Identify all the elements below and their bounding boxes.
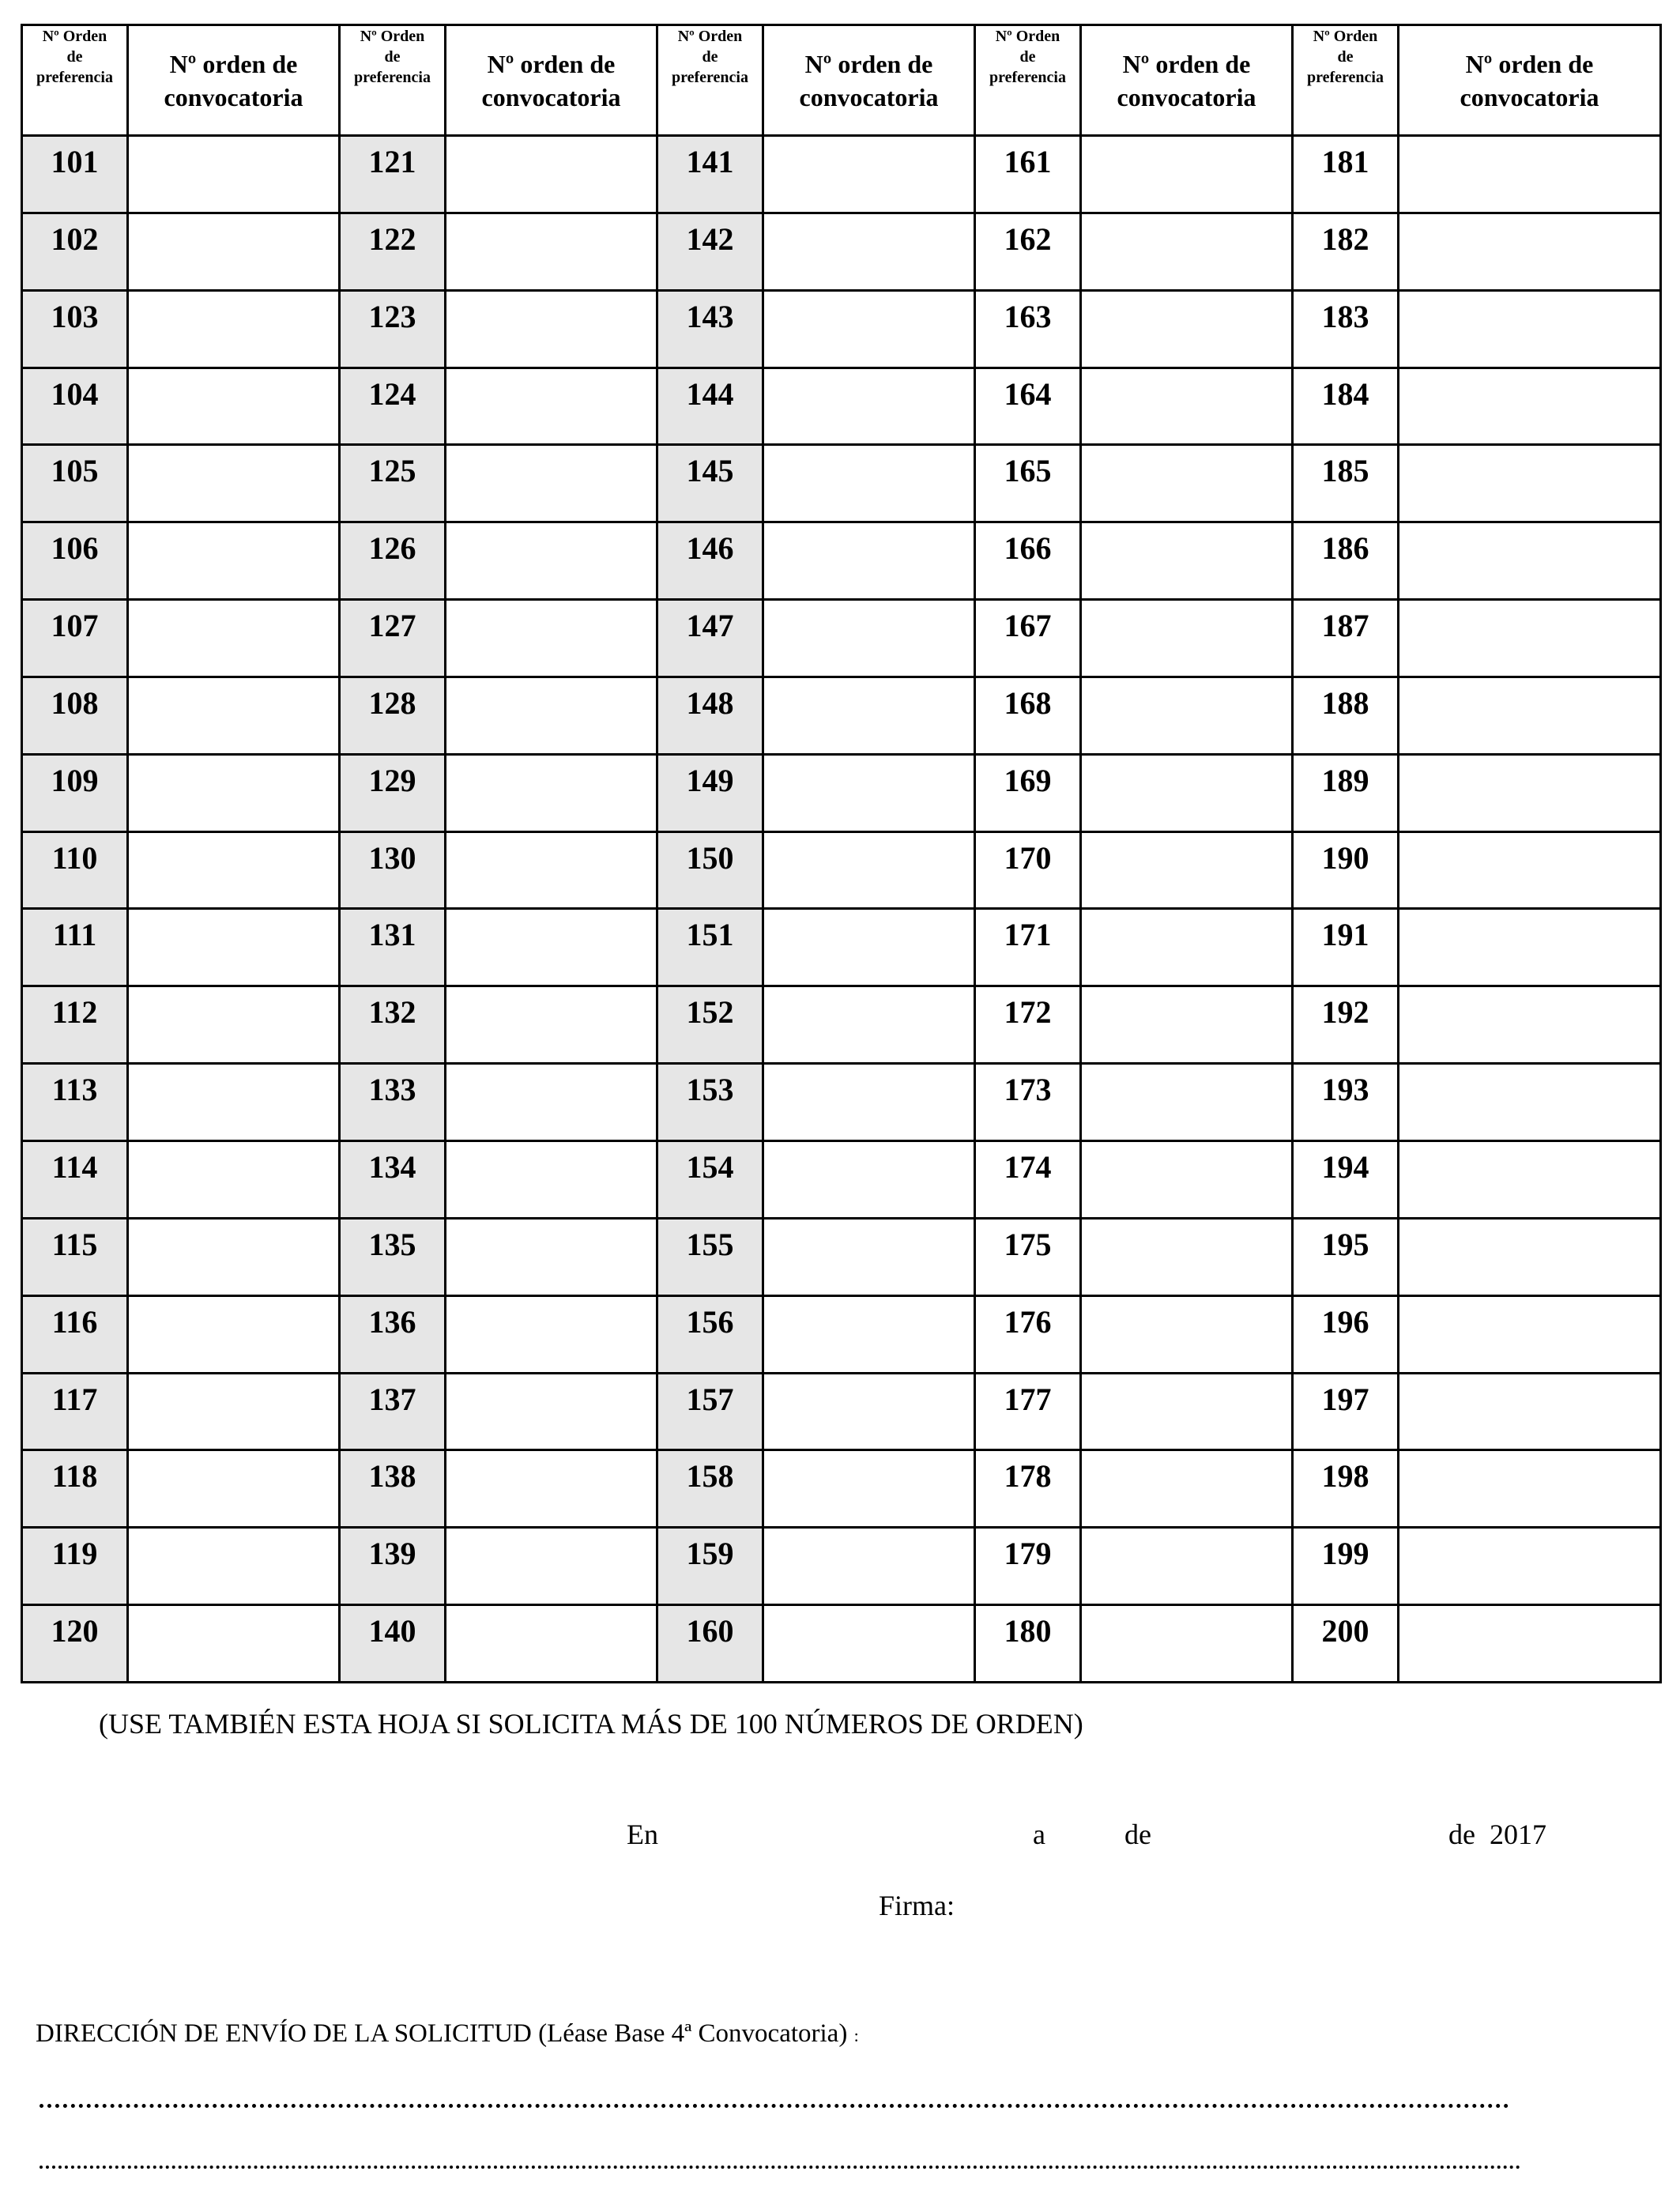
table-row	[22, 909, 1661, 986]
convocation-number-input-cell[interactable]	[128, 136, 340, 213]
convocation-number-input-cell[interactable]	[1081, 986, 1293, 1064]
preference-number-cell: 182	[1293, 213, 1399, 290]
convocation-number-input-cell[interactable]	[446, 445, 657, 522]
preference-number-cell: 124	[340, 368, 446, 445]
preference-number-cell: 136	[340, 1295, 446, 1373]
header-pref-line: Nº Orden	[995, 28, 1060, 45]
preference-number-cell: 191	[1293, 909, 1399, 986]
convocation-number-input-cell[interactable]	[446, 1295, 657, 1373]
header-pref-line: Nº Orden	[360, 28, 425, 45]
convocation-number-input-cell[interactable]	[446, 1450, 657, 1528]
preference-number-cell: 125	[340, 445, 446, 522]
convocation-number-input-cell[interactable]	[763, 1218, 975, 1295]
preference-number-cell: 158	[657, 1450, 763, 1528]
convocation-number-input-cell[interactable]	[446, 136, 657, 213]
header-conv-line: Nº orden de	[169, 49, 298, 78]
preference-number-cell: 102	[22, 213, 128, 290]
preference-number-cell: 101	[22, 136, 128, 213]
convocation-number-input-cell[interactable]	[1399, 909, 1661, 986]
convocation-number-input-cell[interactable]	[763, 1450, 975, 1528]
preference-number-cell: 127	[340, 600, 446, 677]
table-row	[22, 213, 1661, 290]
convocation-number-input-cell[interactable]	[128, 1295, 340, 1373]
day-label: a	[1033, 1819, 1045, 1850]
preference-number-cell: 150	[657, 831, 763, 909]
convocation-number-input-cell[interactable]	[1081, 1528, 1293, 1605]
table-row	[22, 1373, 1661, 1450]
preference-number-cell: 105	[22, 445, 128, 522]
convocation-number-input-cell[interactable]	[446, 290, 657, 368]
delivery-address-text: DIRECCIÓN DE ENVÍO DE LA SOLICITUD (Léase Base 4ª Convocatoria)	[36, 2019, 848, 2048]
preference-number-cell: 129	[340, 754, 446, 831]
convocation-number-input-cell[interactable]	[1399, 1140, 1661, 1218]
preference-number-cell: 115	[22, 1218, 128, 1295]
table-row	[22, 1605, 1661, 1683]
preference-number-cell: 192	[1293, 986, 1399, 1064]
preference-number-cell: 118	[22, 1450, 128, 1528]
convocation-number-input-cell[interactable]	[128, 445, 340, 522]
header-pref-line: preferencia	[989, 69, 1066, 86]
header-preference-order-1	[22, 25, 128, 136]
convocation-number-input-cell[interactable]	[763, 1295, 975, 1373]
convocation-number-input-cell[interactable]	[128, 600, 340, 677]
preference-number-cell: 159	[657, 1528, 763, 1605]
convocation-number-input-cell[interactable]	[1399, 831, 1661, 909]
preference-number-cell: 164	[975, 368, 1081, 445]
convocation-number-input-cell[interactable]	[1081, 136, 1293, 213]
preference-number-cell: 119	[22, 1528, 128, 1605]
header-preference-order-3	[657, 25, 763, 136]
address-line-1[interactable]	[40, 2104, 1509, 2108]
year-label: de 2017	[1448, 1819, 1546, 1850]
preference-order-table	[21, 24, 1662, 1683]
preference-number-cell: 200	[1293, 1605, 1399, 1683]
preference-number-cell: 173	[975, 1064, 1081, 1141]
header-convocation-order-5	[1399, 25, 1661, 136]
convocation-number-input-cell[interactable]	[763, 368, 975, 445]
convocation-number-input-cell[interactable]	[1399, 677, 1661, 754]
convocation-number-input-cell[interactable]	[128, 986, 340, 1064]
preference-number-cell: 161	[975, 136, 1081, 213]
preference-number-cell: 197	[1293, 1373, 1399, 1450]
convocation-number-input-cell[interactable]	[446, 213, 657, 290]
convocation-number-input-cell[interactable]	[446, 986, 657, 1064]
preference-number-cell: 149	[657, 754, 763, 831]
convocation-number-input-cell[interactable]	[1399, 290, 1661, 368]
delivery-address-label	[36, 2019, 859, 2049]
preference-number-cell: 121	[340, 136, 446, 213]
preference-number-cell: 110	[22, 831, 128, 909]
preference-number-cell: 194	[1293, 1140, 1399, 1218]
header-preference-order-2	[340, 25, 446, 136]
convocation-number-input-cell[interactable]	[128, 1064, 340, 1141]
header-conv-line: convocatoria	[1117, 82, 1256, 111]
place-label: En	[627, 1819, 658, 1850]
table-header-row	[22, 25, 1661, 136]
preference-number-cell: 133	[340, 1064, 446, 1141]
header-preference-order-4	[975, 25, 1081, 136]
preference-number-cell: 171	[975, 909, 1081, 986]
convocation-number-input-cell[interactable]	[446, 1140, 657, 1218]
preference-number-cell: 120	[22, 1605, 128, 1683]
preference-number-cell: 199	[1293, 1528, 1399, 1605]
convocation-number-input-cell[interactable]	[128, 677, 340, 754]
convocation-number-input-cell[interactable]	[1081, 600, 1293, 677]
preference-number-cell: 183	[1293, 290, 1399, 368]
preference-number-cell: 151	[657, 909, 763, 986]
preference-number-cell: 167	[975, 600, 1081, 677]
header-conv-line: convocatoria	[1460, 82, 1599, 111]
header-pref-line: preferencia	[36, 69, 113, 86]
preference-number-cell: 109	[22, 754, 128, 831]
convocation-number-input-cell[interactable]	[446, 677, 657, 754]
preference-number-cell: 152	[657, 986, 763, 1064]
convocation-number-input-cell[interactable]	[1081, 1064, 1293, 1141]
convocation-number-input-cell[interactable]	[128, 522, 340, 600]
convocation-number-input-cell[interactable]	[1399, 213, 1661, 290]
convocation-number-input-cell[interactable]	[763, 909, 975, 986]
preference-number-cell: 188	[1293, 677, 1399, 754]
convocation-number-input-cell[interactable]	[446, 1528, 657, 1605]
convocation-number-input-cell[interactable]	[446, 1064, 657, 1141]
header-conv-line: Nº orden de	[1465, 49, 1594, 78]
preference-number-cell: 165	[975, 445, 1081, 522]
signature-label: Firma:	[879, 1890, 955, 1921]
preference-number-cell: 189	[1293, 754, 1399, 831]
header-conv-line: convocatoria	[481, 82, 621, 111]
preference-number-cell: 177	[975, 1373, 1081, 1450]
table-row	[22, 1064, 1661, 1141]
convocation-number-input-cell[interactable]	[446, 754, 657, 831]
table-row	[22, 522, 1661, 600]
convocation-number-input-cell[interactable]	[763, 1528, 975, 1605]
convocation-number-input-cell[interactable]	[1399, 136, 1661, 213]
table-body	[22, 136, 1661, 1683]
preference-number-cell: 157	[657, 1373, 763, 1450]
convocation-number-input-cell[interactable]	[1399, 1528, 1661, 1605]
convocation-number-input-cell[interactable]	[763, 213, 975, 290]
preference-number-cell: 186	[1293, 522, 1399, 600]
convocation-number-input-cell[interactable]	[1399, 1450, 1661, 1528]
convocation-number-input-cell[interactable]	[1081, 213, 1293, 290]
convocation-number-input-cell[interactable]	[1399, 600, 1661, 677]
table-row	[22, 754, 1661, 831]
convocation-number-input-cell[interactable]	[1081, 754, 1293, 831]
preference-number-cell: 166	[975, 522, 1081, 600]
preference-number-cell: 154	[657, 1140, 763, 1218]
header-conv-line: Nº orden de	[1122, 49, 1251, 78]
header-pref-line: preferencia	[671, 69, 748, 86]
preference-number-cell: 145	[657, 445, 763, 522]
preference-number-cell: 169	[975, 754, 1081, 831]
convocation-number-input-cell[interactable]	[1399, 1064, 1661, 1141]
convocation-number-input-cell[interactable]	[763, 136, 975, 213]
preference-number-cell: 135	[340, 1218, 446, 1295]
convocation-number-input-cell[interactable]	[128, 368, 340, 445]
table-row	[22, 677, 1661, 754]
convocation-number-input-cell[interactable]	[1399, 754, 1661, 831]
preference-number-cell: 147	[657, 600, 763, 677]
convocation-number-input-cell[interactable]	[128, 290, 340, 368]
convocation-number-input-cell[interactable]	[1081, 1373, 1293, 1450]
convocation-number-input-cell[interactable]	[128, 909, 340, 986]
preference-number-cell: 184	[1293, 368, 1399, 445]
header-conv-line: Nº orden de	[804, 49, 933, 78]
header-pref-line: Nº Orden	[1313, 28, 1378, 45]
preference-number-cell: 170	[975, 831, 1081, 909]
preference-number-cell: 185	[1293, 445, 1399, 522]
convocation-number-input-cell[interactable]	[446, 368, 657, 445]
preference-number-cell: 172	[975, 986, 1081, 1064]
preference-number-cell: 174	[975, 1140, 1081, 1218]
convocation-number-input-cell[interactable]	[1081, 1218, 1293, 1295]
preference-number-cell: 122	[340, 213, 446, 290]
preference-number-cell: 114	[22, 1140, 128, 1218]
delivery-address-colon: :	[853, 2026, 859, 2045]
convocation-number-input-cell[interactable]	[1081, 1605, 1293, 1683]
convocation-number-input-cell[interactable]	[128, 1605, 340, 1683]
preference-number-cell: 179	[975, 1528, 1081, 1605]
header-conv-line: convocatoria	[164, 82, 303, 111]
header-conv-line: Nº orden de	[487, 49, 616, 78]
convocation-number-input-cell[interactable]	[1081, 445, 1293, 522]
convocation-number-input-cell[interactable]	[763, 1140, 975, 1218]
table-row	[22, 1295, 1661, 1373]
preference-number-cell: 138	[340, 1450, 446, 1528]
preference-number-cell: 178	[975, 1450, 1081, 1528]
preference-number-cell: 168	[975, 677, 1081, 754]
preference-number-cell: 176	[975, 1295, 1081, 1373]
table-row	[22, 600, 1661, 677]
preference-number-cell: 123	[340, 290, 446, 368]
header-pref-line: de	[1337, 48, 1354, 66]
convocation-number-input-cell[interactable]	[763, 1373, 975, 1450]
preference-number-cell: 139	[340, 1528, 446, 1605]
convocation-number-input-cell[interactable]	[1399, 522, 1661, 600]
preference-number-cell: 195	[1293, 1218, 1399, 1295]
preference-number-cell: 140	[340, 1605, 446, 1683]
use-sheet-note: (USE TAMBIÉN ESTA HOJA SI SOLICITA MÁS DE 100 NÚMEROS DE ORDEN)	[99, 1708, 1083, 1740]
header-preference-order-5	[1293, 25, 1399, 136]
preference-number-cell: 196	[1293, 1295, 1399, 1373]
convocation-number-input-cell[interactable]	[128, 1140, 340, 1218]
convocation-number-input-cell[interactable]	[128, 1218, 340, 1295]
convocation-number-input-cell[interactable]	[128, 831, 340, 909]
preference-number-cell: 142	[657, 213, 763, 290]
preference-number-cell: 112	[22, 986, 128, 1064]
header-pref-line: de	[66, 48, 83, 66]
preference-number-cell: 190	[1293, 831, 1399, 909]
table-row	[22, 1218, 1661, 1295]
header-convocation-order-3	[763, 25, 975, 136]
preference-number-cell: 181	[1293, 136, 1399, 213]
preference-number-cell: 146	[657, 522, 763, 600]
table-row	[22, 1450, 1661, 1528]
convocation-number-input-cell[interactable]	[1399, 1605, 1661, 1683]
header-pref-line: preferencia	[1306, 69, 1384, 86]
preference-number-cell: 156	[657, 1295, 763, 1373]
preference-number-cell: 104	[22, 368, 128, 445]
preference-number-cell: 143	[657, 290, 763, 368]
convocation-number-input-cell[interactable]	[1081, 1450, 1293, 1528]
preference-number-cell: 193	[1293, 1064, 1399, 1141]
preference-number-cell: 113	[22, 1064, 128, 1141]
table-row	[22, 1140, 1661, 1218]
convocation-number-input-cell[interactable]	[763, 290, 975, 368]
preference-number-cell: 132	[340, 986, 446, 1064]
convocation-number-input-cell[interactable]	[1399, 445, 1661, 522]
header-convocation-order-2	[446, 25, 657, 136]
convocation-number-input-cell[interactable]	[446, 1218, 657, 1295]
preference-number-cell: 134	[340, 1140, 446, 1218]
preference-number-cell: 187	[1293, 600, 1399, 677]
convocation-number-input-cell[interactable]	[446, 831, 657, 909]
convocation-number-input-cell[interactable]	[1399, 1218, 1661, 1295]
preference-number-cell: 111	[22, 909, 128, 986]
convocation-number-input-cell[interactable]	[1081, 831, 1293, 909]
preference-number-cell: 107	[22, 600, 128, 677]
convocation-number-input-cell[interactable]	[1081, 1140, 1293, 1218]
header-pref-line: de	[1019, 48, 1036, 66]
convocation-number-input-cell[interactable]	[763, 522, 975, 600]
convocation-number-input-cell[interactable]	[1081, 1295, 1293, 1373]
convocation-number-input-cell[interactable]	[446, 1605, 657, 1683]
preference-number-cell: 130	[340, 831, 446, 909]
table-row	[22, 831, 1661, 909]
month-label: de	[1124, 1819, 1151, 1850]
preference-number-cell: 137	[340, 1373, 446, 1450]
convocation-number-input-cell[interactable]	[446, 909, 657, 986]
preference-number-cell: 153	[657, 1064, 763, 1141]
address-line-2[interactable]	[40, 2166, 1521, 2169]
table-row	[22, 1528, 1661, 1605]
convocation-number-input-cell[interactable]	[446, 522, 657, 600]
convocation-number-input-cell[interactable]	[763, 754, 975, 831]
table-row	[22, 368, 1661, 445]
table-row	[22, 290, 1661, 368]
preference-number-cell: 148	[657, 677, 763, 754]
convocation-number-input-cell[interactable]	[763, 986, 975, 1064]
convocation-number-input-cell[interactable]	[128, 1373, 340, 1450]
convocation-number-input-cell[interactable]	[1081, 290, 1293, 368]
preference-number-cell: 117	[22, 1373, 128, 1450]
convocation-number-input-cell[interactable]	[763, 1605, 975, 1683]
convocation-number-input-cell[interactable]	[1081, 368, 1293, 445]
convocation-number-input-cell[interactable]	[1081, 522, 1293, 600]
convocation-number-input-cell[interactable]	[763, 1064, 975, 1141]
header-conv-line: convocatoria	[799, 82, 939, 111]
preference-number-cell: 144	[657, 368, 763, 445]
convocation-number-input-cell[interactable]	[763, 600, 975, 677]
convocation-number-input-cell[interactable]	[763, 677, 975, 754]
convocation-number-input-cell[interactable]	[1081, 677, 1293, 754]
preference-number-cell: 116	[22, 1295, 128, 1373]
convocation-number-input-cell[interactable]	[446, 1373, 657, 1450]
convocation-number-input-cell[interactable]	[446, 600, 657, 677]
preference-number-cell: 126	[340, 522, 446, 600]
convocation-number-input-cell[interactable]	[1399, 368, 1661, 445]
convocation-number-input-cell[interactable]	[763, 445, 975, 522]
preference-number-cell: 163	[975, 290, 1081, 368]
convocation-number-input-cell[interactable]	[1399, 1295, 1661, 1373]
preference-number-cell: 162	[975, 213, 1081, 290]
convocation-number-input-cell[interactable]	[128, 213, 340, 290]
table-row	[22, 136, 1661, 213]
header-pref-line: Nº Orden	[42, 28, 107, 45]
header-pref-line: de	[702, 48, 718, 66]
convocation-number-input-cell[interactable]	[763, 831, 975, 909]
preference-number-cell: 108	[22, 677, 128, 754]
header-convocation-order-1	[128, 25, 340, 136]
preference-number-cell: 131	[340, 909, 446, 986]
table-row	[22, 445, 1661, 522]
table-row	[22, 986, 1661, 1064]
preference-number-cell: 175	[975, 1218, 1081, 1295]
preference-number-cell: 141	[657, 136, 763, 213]
header-pref-line: Nº Orden	[677, 28, 743, 45]
convocation-number-input-cell[interactable]	[1081, 909, 1293, 986]
header-convocation-order-4	[1081, 25, 1293, 136]
convocation-number-input-cell[interactable]	[128, 1450, 340, 1528]
convocation-number-input-cell[interactable]	[1399, 986, 1661, 1064]
preference-number-cell: 128	[340, 677, 446, 754]
preference-number-cell: 103	[22, 290, 128, 368]
convocation-number-input-cell[interactable]	[128, 1528, 340, 1605]
convocation-number-input-cell[interactable]	[1399, 1373, 1661, 1450]
preference-number-cell: 155	[657, 1218, 763, 1295]
preference-number-cell: 180	[975, 1605, 1081, 1683]
preference-number-cell: 160	[657, 1605, 763, 1683]
convocation-number-input-cell[interactable]	[128, 754, 340, 831]
preference-number-cell: 198	[1293, 1450, 1399, 1528]
header-pref-line: preferencia	[353, 69, 431, 86]
header-pref-line: de	[384, 48, 401, 66]
preference-number-cell: 106	[22, 522, 128, 600]
